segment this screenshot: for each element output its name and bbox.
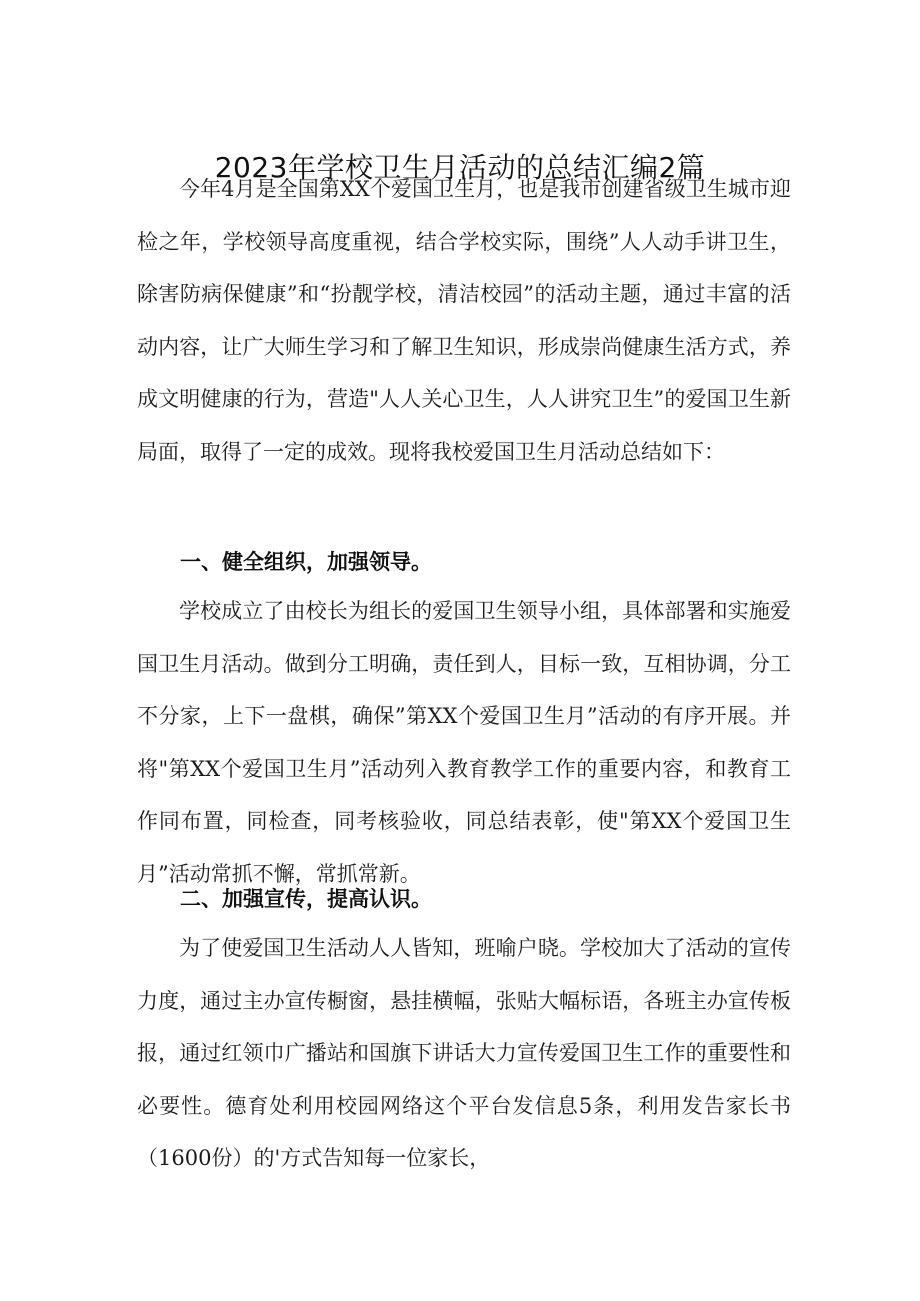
paragraph-intro: 今年4月是全国第XX个爱国卫生月，也是我市创建省级卫生城市迎检之年，学校领导高度重视，结合学校实际，围绕”人人动手讲卫生，除害防病保健康”和“扮靓学校，清洁校园”的活动主题，通过丰富的活动内容，让广大师生学习和了解卫生知识，形成崇尚健康生活方式，养成文明健康的行为，营造"人人关心卫生，人人讲究卫生”的爱国卫生新局面，取得了一定的成效。现将我校爱国卫生月活动总结如下： [137, 177, 791, 464]
paragraph-organization: 学校成立了由校长为组长的爱国卫生领导小组，具体部署和实施爱国卫生月活动。做到分工明确，责任到人，目标一致，互相协调，分工不分家，上下一盘棋，确保”第XX个爱国卫生月”活动的有序开展。并将"第XX个爱国卫生月”活动列入教育教学工作的重要内容，和教育工作同布置，同检查，同考核验收，同总结表彰，使"第XX个爱国卫生月”活动常抓不懈，常抓常新。 [137, 599, 791, 886]
section-heading-2: 二、加强宣传，提高认识。 [180, 887, 432, 911]
section-heading-1: 一、健全组织，加强领导。 [180, 550, 432, 574]
paragraph-publicity: 为了使爱国卫生活动人人皆知，班喻户晓。学校加大了活动的宣传力度，通过主办宣传橱窗，悬挂横幅，张贴大幅标语，各班主办宣传板报，通过红领巾广播站和国旗下讲话大力宣传爱国卫生工作的重要性和必要性。德育处利用校园网络这个平台发信息5条，利用发告家长书（1600份）的'方式告知每一位家长， [137, 936, 791, 1170]
document-title: 2023年学校卫生月活动的总结汇编2篇 [214, 151, 706, 184]
